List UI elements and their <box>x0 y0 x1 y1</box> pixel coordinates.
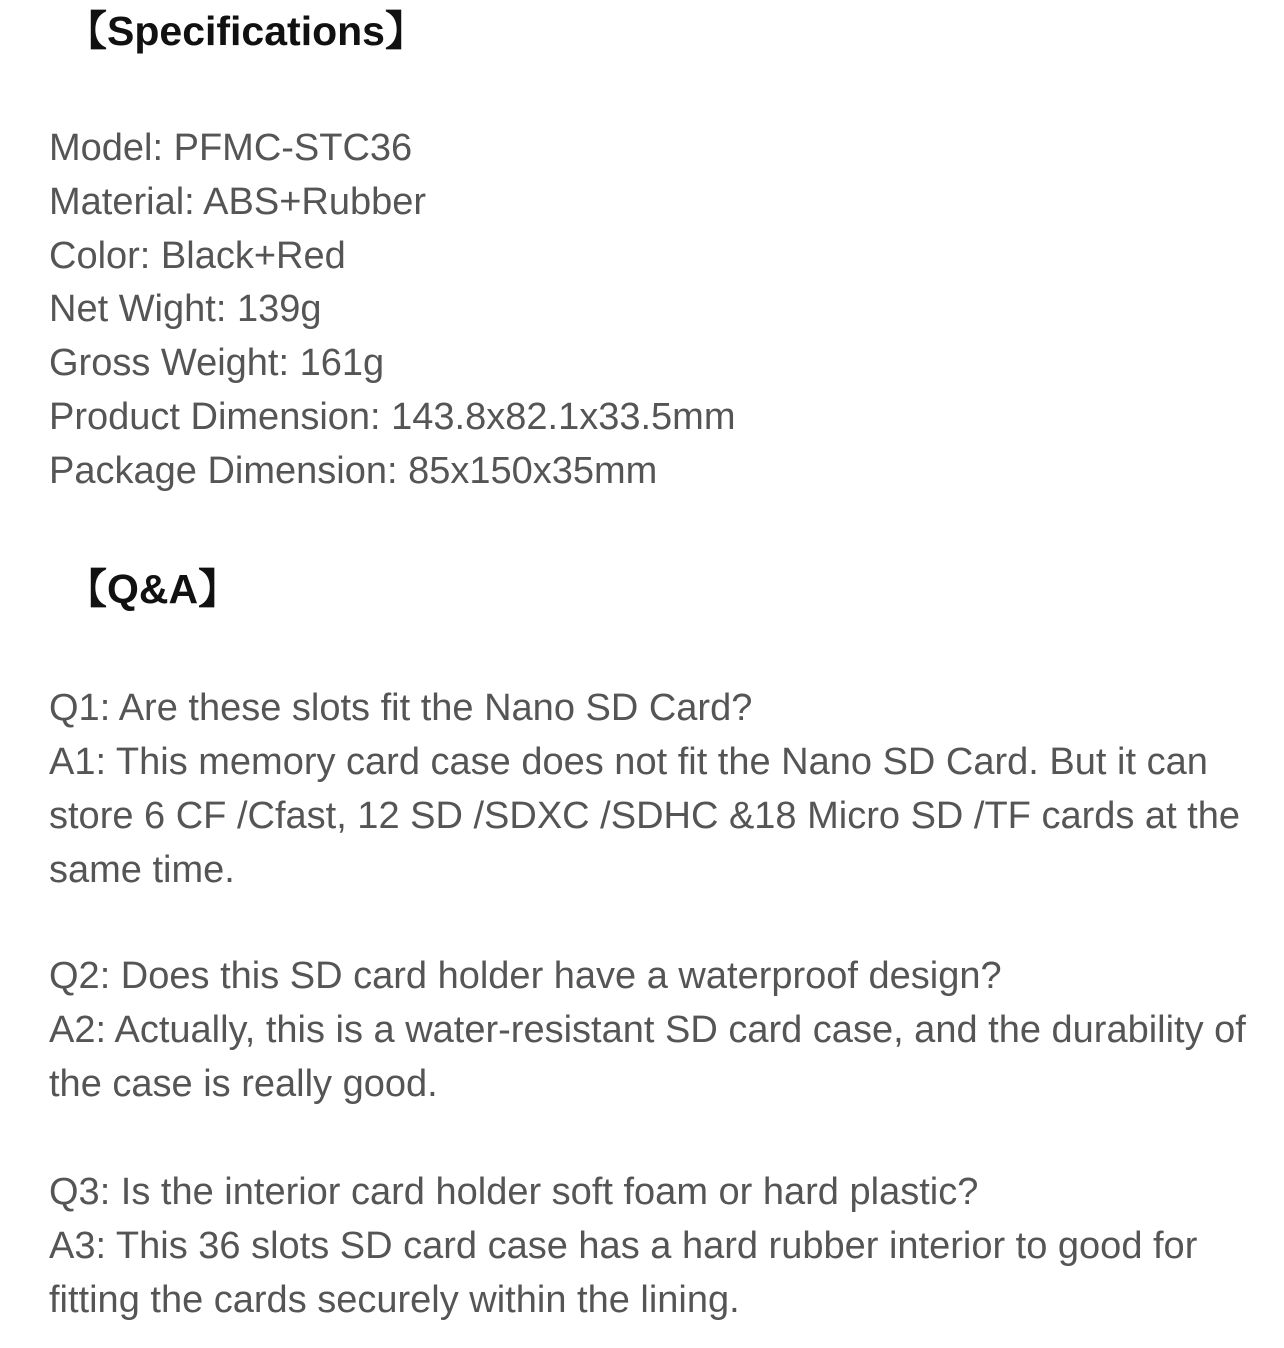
spec-model: Model: PFMC-STC36 <box>49 127 413 169</box>
qa-question-3: Q3: Is the interior card holder soft foam or hard plastic? <box>49 1171 979 1213</box>
qa-question-1: Q1: Are these slots fit the Nano SD Card? <box>49 687 753 729</box>
qa-answer-2: A2: Actually, this is a water-resistant SD card case, and the durability of the case is really good. <box>49 1009 1246 1105</box>
specifications-heading: 【Specifications】 <box>66 8 426 54</box>
qa-item-1 <box>49 681 1249 897</box>
spec-product-dimension: Product Dimension: 143.8x82.1x33.5mm <box>49 395 736 438</box>
spec-color: Color: Black+Red <box>49 234 346 277</box>
spec-material: Material: ABS+Rubber <box>49 180 427 223</box>
qa-answer-1: A1: This memory card case does not fit the Nano SD Card. But it can store 6 CF /Cfast, 12 SD /SDXC /SDHC &18 Micro SD /TF cards at the same time. <box>49 741 1241 891</box>
qa-answer-3: A3: This 36 slots SD card case has a hard rubber interior to good for fitting the cards securely within the lining. <box>49 1225 1198 1321</box>
specifications-list <box>49 122 735 499</box>
spec-net-weight: Net Wight: 139g <box>49 288 322 331</box>
qa-item-2 <box>49 949 1249 1111</box>
spec-gross-weight: Gross Weight: 161g <box>49 342 385 385</box>
qa-heading: 【Q&A】 <box>66 566 240 612</box>
qa-question-2: Q2: Does this SD card holder have a waterproof design? <box>49 955 1002 997</box>
qa-item-3 <box>49 1165 1249 1327</box>
spec-package-dimension: Package Dimension: 85x150x35mm <box>49 449 658 492</box>
